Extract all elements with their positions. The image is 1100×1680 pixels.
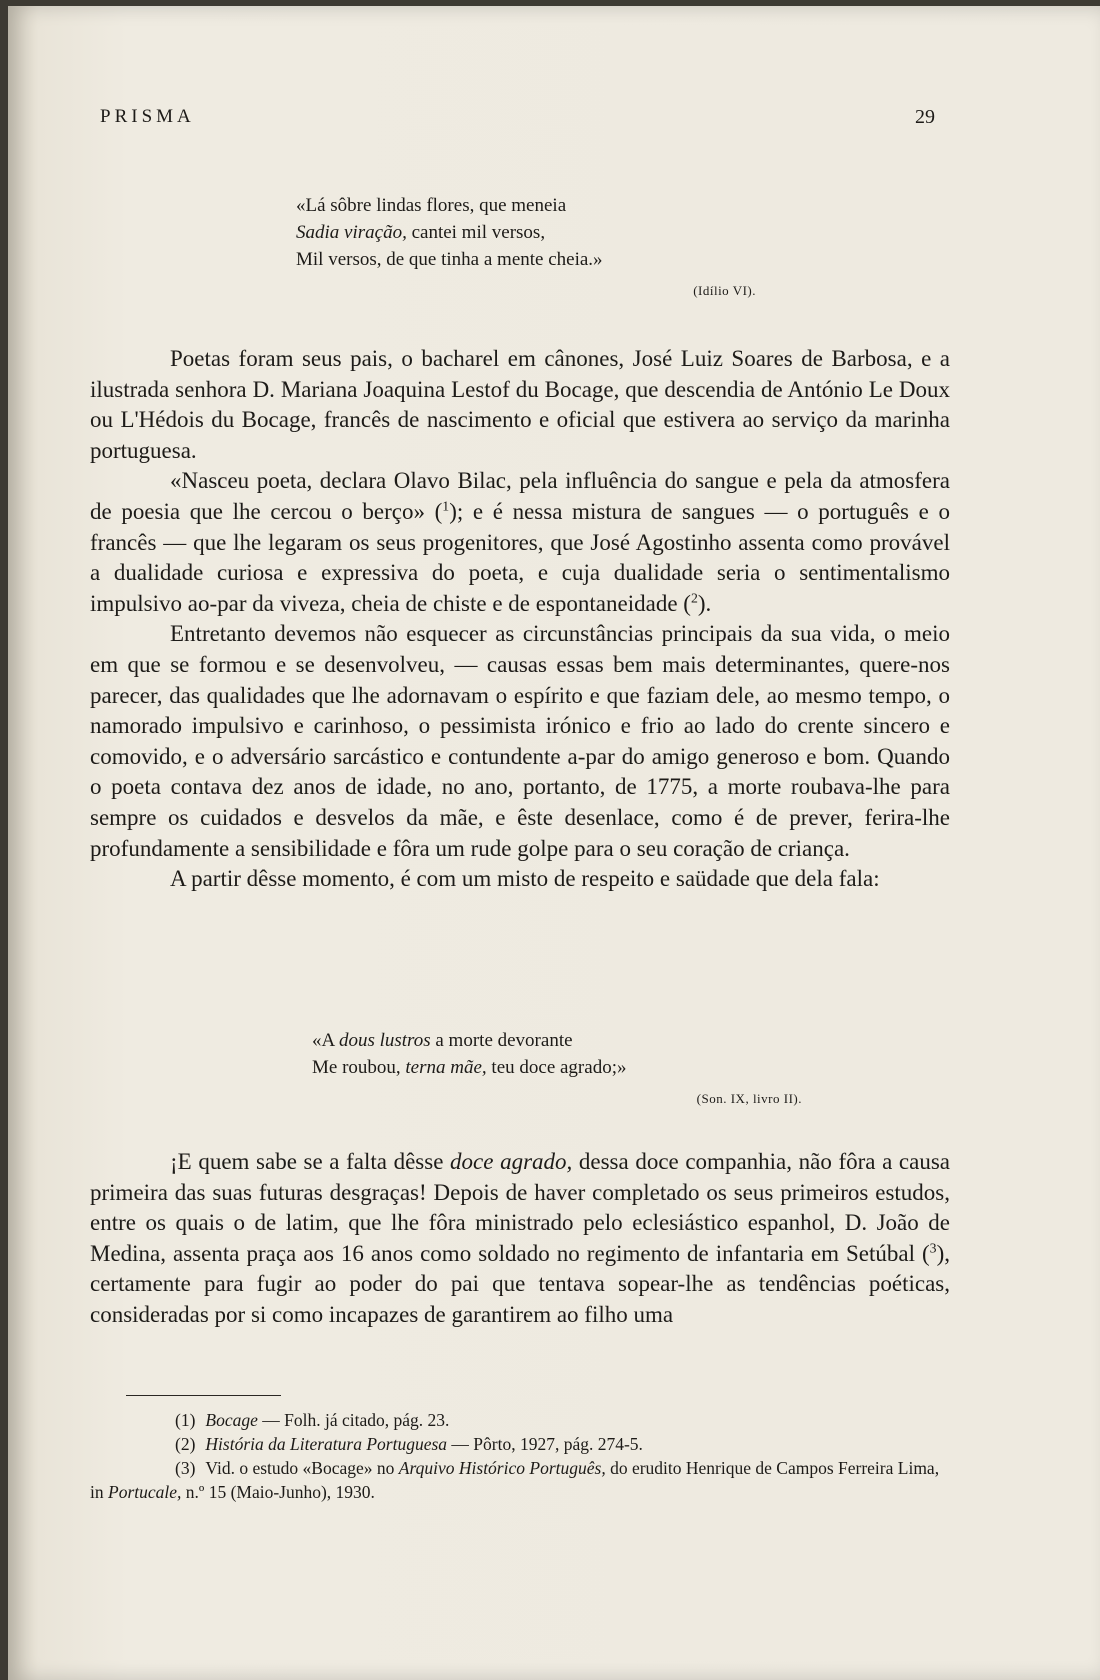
paragraph: Poetas foram seus pais, o bacharel em cânones, José Luiz Soares de Barbosa, e a ilustrada senhora D. Mariana Joaquina Lestof du Bocage, que descendia de António Le Doux ou L'Hédois du Bocage, francês de nascimento e oficial que estivera ao serviço da marinha portuguesa. [90, 346, 950, 463]
footnote-text: do erudito Henrique de Campos Ferreira Lima, in [90, 1458, 940, 1502]
footnote-number: (1) [175, 1410, 196, 1430]
footnote [90, 1408, 950, 1432]
footnote-ref: 1 [442, 498, 450, 514]
footnote-number: (3) [175, 1458, 196, 1478]
verse-line [312, 1027, 802, 1054]
verse-line: «Lá sôbre lindas flores, que meneia [296, 195, 567, 216]
verse-line: Mil versos, de que tinha a mente cheia.» [296, 249, 603, 270]
footnotes [90, 1408, 950, 1504]
page-number: 29 [915, 106, 935, 128]
footnote-text: — Folh. já citado, pág. 23. [257, 1410, 450, 1430]
footnote-text: n.º 15 (Maio-Junho), 1930. [181, 1482, 375, 1502]
verse-line [296, 219, 756, 246]
footnote-italic: História da Literatura Portuguesa [205, 1434, 448, 1454]
body-text [90, 1147, 950, 1331]
book-page [8, 6, 1100, 1680]
paragraph: A partir dêsse momento, é com um misto de respeito e saüdade que dela fala: [170, 866, 880, 892]
epigraph-verse [296, 192, 756, 304]
footnote-italic: Portucale, [108, 1482, 182, 1502]
sonnet-quote [312, 1027, 802, 1112]
verse-text: teu doce agrado;» [486, 1057, 627, 1078]
paragraph-text: ). [697, 590, 712, 616]
body-text [90, 344, 950, 895]
running-title: PRISMA [100, 106, 195, 127]
paragraph [90, 1147, 950, 1331]
paragraph [90, 466, 950, 619]
verse-italic: terna mãe, [405, 1057, 487, 1078]
verse-text: «A [312, 1030, 339, 1051]
footnote-italic: Arquivo Histórico Português, [398, 1458, 606, 1478]
verse-text: cantei mil versos, [406, 222, 546, 243]
verse-italic: dous lustros [338, 1030, 431, 1051]
paragraph-text: ¡E quem sabe se a falta dêsse [170, 1149, 451, 1174]
footnote-number: (2) [175, 1434, 196, 1454]
footnote-ref: 3 [929, 1240, 937, 1256]
footnote-rule [126, 1395, 281, 1396]
paragraph-text: ); e é nessa mistura de sangues — o português e o francês — que lhe legaram os seus progenitores, que José Agostinho assenta como provável a dualidade curiosa e expressiva do poeta, e cuja dualidade seria o sentimentalismo impulsivo ao-par da viveza, cheia de chiste e de espontaneidade ( [90, 498, 950, 616]
verse-line [312, 1054, 802, 1081]
verse-text: a morte devorante [430, 1030, 573, 1051]
page-header [90, 106, 935, 136]
footnote-text: — Pôrto, 1927, pág. 274-5. [447, 1434, 643, 1454]
footnote-ref: 2 [690, 590, 698, 606]
paragraph-text: dessa doce companhia, não fôra a causa primeira das suas futuras desgraças! Depois de haver completado os seus primeiros estudos, entre os quais o de latim, que lhe fôra ministrado pelo eclesiástico espanhol, D. João de Medina, assenta praça aos 16 anos como soldado no regimento de infantaria em Setúbal ( [90, 1149, 950, 1266]
verse-source: (Son. IX, livro II). [696, 1091, 802, 1106]
footnote [90, 1432, 950, 1456]
paragraph: Entretanto devemos não esquecer as circunstâncias principais da sua vida, o meio em que se formou e se desenvolveu, — causas essas bem mais determinantes, quere-nos parecer, das qualidades que lhe adornavam o espírito e que faziam dele, ao mesmo tempo, o namorado impulsivo e carinhoso, o pessimista irónico e frio ao lado do crente sincero e comovido, e o adversário sarcástico e contundente a-par do amigo generoso e bom. Quando o poeta contava dez anos de idade, no ano, portanto, de 1775, a morte roubava-lhe para sempre os cuidados e desvelos da mãe, e êste desenlace, como é de prever, ferira-lhe profundamente a sensibilidade e fôra um rude golpe para o seu coração de criança. [90, 621, 950, 861]
paragraph-text: «Nasceu poeta, declara Olavo Bilac, pela influência do sangue e pela da atmosfera de poesia que lhe cercou o berço» ( [90, 468, 950, 524]
footnote [90, 1456, 950, 1504]
footnote-text: Vid. o estudo «Bocage» no [205, 1458, 399, 1478]
verse-italic: Sadia viração, [296, 222, 407, 243]
footnote-italic: Bocage [205, 1410, 258, 1430]
paragraph-italic: doce agrado, [450, 1149, 573, 1174]
verse-source: (Idílio VI). [693, 283, 756, 298]
verse-text: Me roubou, [312, 1057, 406, 1078]
paragraph-text: ), certamente para fugir ao poder do pai que tentava sopear-lhe as tendências poéticas, consideradas por si como incapazes de garantirem ao filho uma [90, 1240, 950, 1327]
